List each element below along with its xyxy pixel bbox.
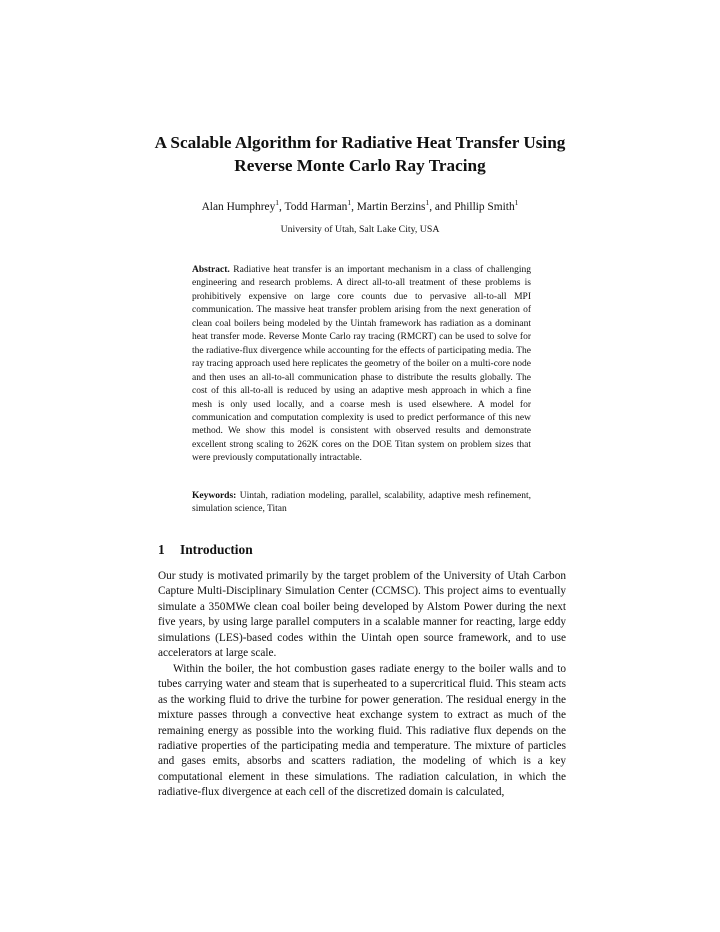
affiliation: University of Utah, Salt Lake City, USA: [280, 224, 440, 235]
keywords-text: Uintah, radiation modeling, parallel, scalability, adaptive mesh refinement, simulation science, Titan: [192, 491, 531, 515]
author-separator: , and: [429, 201, 455, 213]
affiliation-mark: 1: [275, 198, 280, 208]
author-separator: ,: [351, 201, 357, 213]
affiliation-mark: 1: [425, 198, 430, 208]
title-line-2: Reverse Monte Carlo Ray Tracing: [234, 156, 486, 175]
section-title: Introduction: [180, 542, 253, 557]
section-number: 1: [158, 542, 165, 557]
abstract-label: Abstract.: [192, 265, 230, 275]
author-name: Phillip Smith: [454, 201, 515, 213]
affiliation-mark: 1: [514, 198, 519, 208]
paragraph: Within the boiler, the hot combustion gases radiate energy to the boiler walls and to tubes carrying water and steam that is superheated to a supercritical fluid. This steam acts as the working fluid to drive the turbine for power generation. The residual energy in the mixture passes through a convective heat exchange system to extract as much of the remaining energy as possible into the working fluid. This radiative flux depends on the radiative properties of the participating media and temperature. The mixture of particles and gases emits, absorbs and scatters radiation, the modeling of which is a key computational element in these simulations. The radiation calculation, in which the radiative-flux divergence at each cell of the discretized domain is calculated,: [158, 662, 566, 799]
author-name: Alan Humphrey: [201, 201, 276, 213]
abstract-text: Radiative heat transfer is an important mechanism in a class of challenging engineering and research problems. A direct all-to-all treatment of these problems is prohibitively expensive on large core counts due to pervasive all-to-all MPI communication. The massive heat transfer problem arising from the next generation of clean coal boilers being modeled by the Uintah framework has radiation as a dominant heat transfer mode. Reverse Monte Carlo ray tracing (RMCRT) can be used to solve for the radiative-flux divergence while accounting for the effects of participating media. The ray tracing approach used here replicates the geometry of the boiler on a multi-core node and then uses an all-to-all communication phase to distribute the results globally. The cost of this all-to-all is reduced by using an adaptive mesh approach in which a fine mesh is only used locally, and a coarse mesh is used elsewhere. A model for communication and computation complexity is used to predict performance of this new method. We show this model is consistent with observed results and demonstrate excellent strong scaling to 262K cores on the DOE Titan system on problem sizes that were previously computationally intractable.: [192, 265, 532, 464]
author-name: Martin Berzins: [356, 201, 426, 213]
affiliation-mark: 1: [347, 198, 352, 208]
paragraph: Our study is motivated primarily by the target problem of the University of Utah Carbon Capture Multi-Disciplinary Simulation Center (CCMSC). This project aims to eventually simulate a 350MWe clean coal boiler being developed by Alstom Power during the next five years, by using large parallel computers in a scalable manner for reacting, large eddy simulations (LES)-based codes within the Uintah open source framework, and to use accelerators at large scale.: [158, 570, 566, 660]
section-heading: [158, 541, 253, 559]
author-separator: ,: [279, 201, 285, 213]
section-body: [158, 569, 566, 801]
title-line-1: A Scalable Algorithm for Radiative Heat Transfer Using: [154, 133, 566, 152]
paper-title: [120, 131, 600, 177]
abstract: [192, 264, 531, 466]
keywords: [192, 490, 531, 517]
author-name: Todd Harman: [284, 201, 348, 213]
keywords-label: Keywords:: [192, 491, 237, 501]
author-list: [120, 199, 600, 215]
